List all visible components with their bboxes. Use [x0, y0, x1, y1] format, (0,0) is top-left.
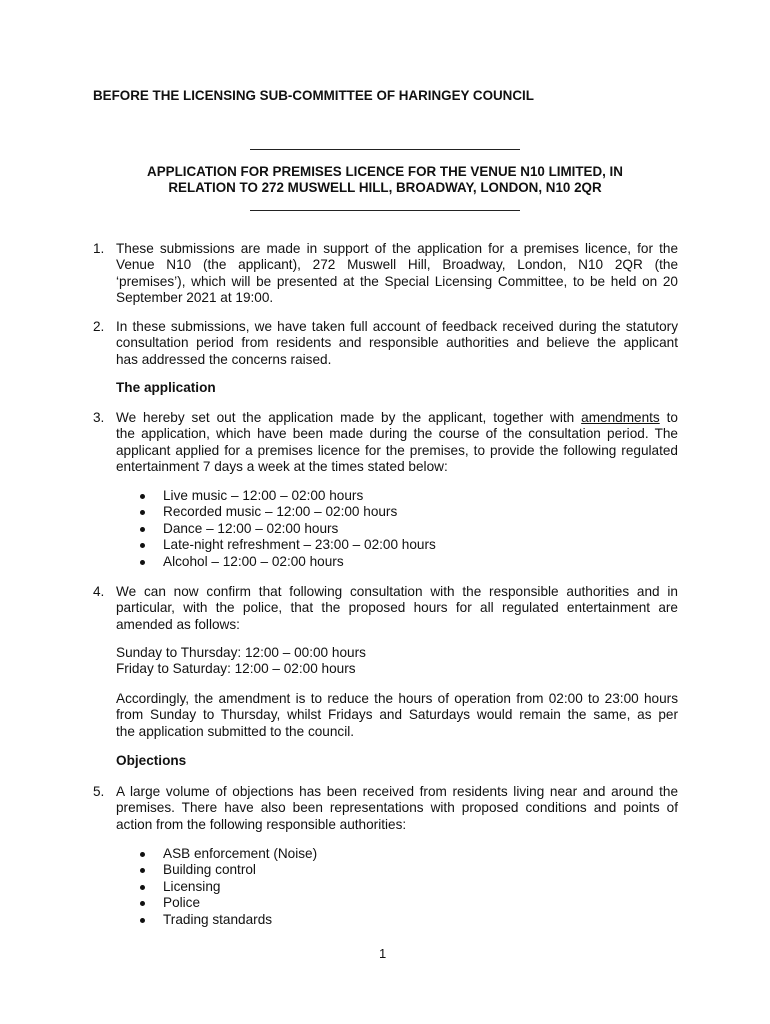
- paragraph-number: 1.: [93, 241, 105, 256]
- amended-hours-line: Friday to Saturday: 12:00 – 02:00 hours: [116, 661, 356, 677]
- paragraph-text: We hereby set out the application made by the applicant, together with: [116, 410, 582, 425]
- paragraph-number: 2.: [93, 319, 105, 334]
- title-rule-bottom: [250, 210, 520, 211]
- paragraph-line: premises. There have also been representations with proposed conditions and points of: [116, 800, 678, 816]
- list-item: Trading standards: [137, 912, 317, 928]
- heading-objections: Objections: [116, 753, 187, 768]
- paragraph-line: from Sunday to Thursday, whilst Fridays and Saturdays would remain the same, as per: [116, 707, 678, 723]
- title-rule-top: [250, 149, 520, 150]
- document-title: [100, 164, 670, 196]
- authorities-list: [137, 846, 317, 928]
- paragraph-number: 5.: [93, 784, 105, 799]
- title-line-1: APPLICATION FOR PREMISES LICENCE FOR THE VENUE N10 LIMITED, IN: [147, 164, 623, 179]
- paragraph-line: particular, with the police, that the proposed hours for all regulated entertainment are: [116, 600, 678, 616]
- amendments-underlined: amendments: [581, 410, 660, 425]
- list-item: Late-night refreshment – 23:00 – 02:00 hours: [137, 537, 436, 553]
- hours-list: [137, 488, 436, 570]
- list-item: Recorded music – 12:00 – 02:00 hours: [137, 504, 436, 520]
- paragraph-line: [116, 410, 678, 426]
- list-item: Police: [137, 895, 317, 911]
- paragraph-line: Venue N10 (the applicant), 272 Muswell Hill, Broadway, London, N10 2QR (the: [116, 257, 678, 273]
- paragraph-1: [93, 241, 678, 306]
- paragraph-text: to: [659, 410, 678, 425]
- paragraph-line: the application submitted to the council.: [116, 723, 355, 739]
- paragraph-2: [93, 319, 678, 368]
- heading-the-application: The application: [116, 380, 216, 395]
- list-item: Licensing: [137, 879, 317, 895]
- accordingly-paragraph: [116, 691, 678, 740]
- list-item: Dance – 12:00 – 02:00 hours: [137, 521, 436, 537]
- paragraph-3: [93, 410, 678, 475]
- paragraph-line: We can now confirm that following consultation with the responsible authorities and in: [116, 584, 678, 599]
- paragraph-line: applicant applied for a premises licence for the premises, to provide the following regulated: [116, 442, 678, 458]
- list-item: Alcohol – 12:00 – 02:00 hours: [137, 554, 436, 570]
- amended-hours-line: Sunday to Thursday: 12:00 – 00:00 hours: [116, 645, 366, 660]
- paragraph-5: [93, 784, 678, 833]
- page-number: 1: [379, 946, 387, 961]
- paragraph-line: consultation period from residents and responsible authorities and believe the applicant: [116, 335, 678, 351]
- title-line-2: RELATION TO 272 MUSWELL HILL, BROADWAY, LONDON, N10 2QR: [168, 180, 602, 195]
- list-item: Building control: [137, 862, 317, 878]
- paragraph-line: These submissions are made in support of the application for a premises licence, for the: [116, 241, 678, 256]
- paragraph-line: September 2021 at 19:00.: [116, 289, 274, 305]
- paragraph-line: has addressed the concerns raised.: [116, 351, 332, 367]
- paragraph-line: Accordingly, the amendment is to reduce the hours of operation from 02:00 to 23:00 hours: [116, 691, 678, 706]
- paragraph-number: 4.: [93, 584, 105, 599]
- paragraph-4: [93, 584, 678, 633]
- paragraph-number: 3.: [93, 410, 105, 425]
- document-header: BEFORE THE LICENSING SUB-COMMITTEE OF HARINGEY COUNCIL: [93, 88, 534, 103]
- paragraph-line: entertainment 7 days a week at the times stated below:: [116, 458, 448, 474]
- paragraph-line: the application, which have been made during the course of the consultation period. The: [116, 426, 678, 442]
- list-item: ASB enforcement (Noise): [137, 846, 317, 862]
- paragraph-line: action from the following responsible authorities:: [116, 816, 407, 832]
- list-item: Live music – 12:00 – 02:00 hours: [137, 488, 436, 504]
- paragraph-line: amended as follows:: [116, 616, 240, 632]
- paragraph-line: In these submissions, we have taken full account of feedback received during the statutory: [116, 319, 678, 334]
- paragraph-line: A large volume of objections has been received from residents living near and around the: [116, 784, 678, 799]
- amended-hours: [116, 645, 678, 678]
- paragraph-line: ‘premises’), which will be presented at the Special Licensing Committee, to be held on 20: [116, 273, 678, 289]
